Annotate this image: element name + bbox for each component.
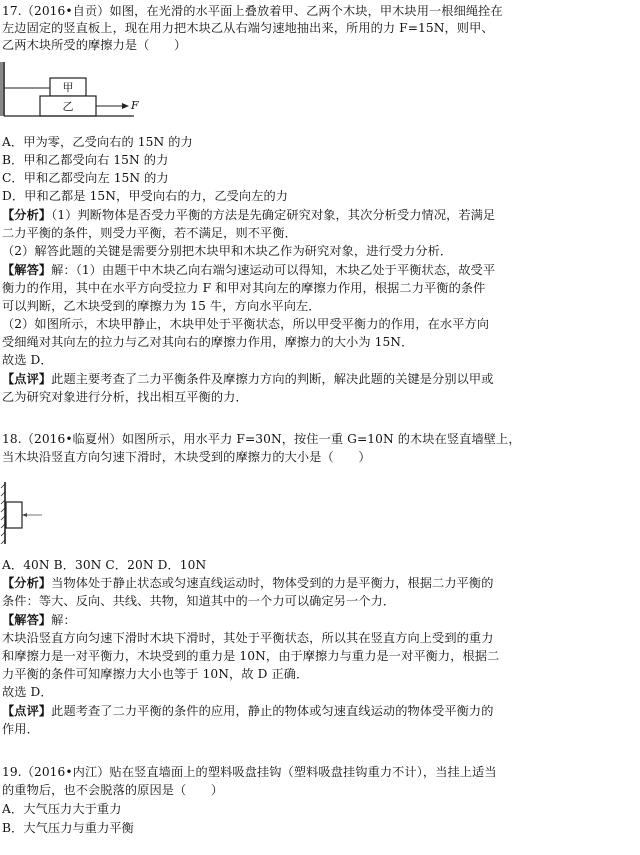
q17-stem-line-2: 左边固定的竖直板上，现在用力把木块乙从右端匀速地抽出来，所用的力 F=15N，则甲、 [2,21,494,35]
q18-answer-line-5: 故选 D． [2,685,53,699]
q17-analysis-line-2: 二力平衡的条件，则受力平衡，若不满足，则不平衡． [2,226,297,240]
q18-analysis-line-1 [2,575,634,592]
q17-block-yi-label: 乙 [62,100,74,113]
q17-stem-line-3: 乙两木块所受的摩擦力是（ ） [2,38,187,52]
q17-comment-line-1 [2,371,634,388]
q18-options: A．40N B．30N C．20N D．10N [2,558,207,572]
q17-option-b: B．甲和乙都受向右 15N 的力 [2,153,169,167]
q19-option-b: B．大气压力与重力平衡 [2,821,134,835]
q17-answer-line-6: 故选 D． [2,353,53,367]
q17-option-d: D．甲和乙都是 15N，甲受向右的力，乙受向左的力 [2,189,289,203]
q17-answer-line-1 [2,262,634,279]
q18-answer-line-2: 木块沿竖直方向匀速下滑时木块下滑时，其处于平衡状态，所以其在竖直方向上受到的重力 [2,631,494,645]
q18-comment-tag: 【点评】 [2,704,52,718]
q17-analysis-line-1 [2,207,634,224]
q18-answer-line-4: 力平衡的条件可知摩擦力大小也等于 10N，故 D 正确． [2,667,309,681]
q19-stem-line-1: 19.（2016•内江）贴在竖直墙面上的塑料吸盘挂钩（塑料吸盘挂钩重力不计），当挂上适当 [2,765,497,779]
q17-analysis-tag: 【分析】 [2,208,52,222]
q18-comment-line-1 [2,703,634,720]
q17-option-a: A．甲为零，乙受向右的 15N 的力 [2,135,193,149]
q17-answer-line-3: 可以判断，乙木块受到的摩擦力为 15 牛，方向水平向左． [2,299,321,313]
q17-option-c: C．甲和乙都受向左 15N 的力 [2,171,169,185]
q18-figure [0,478,60,548]
q17-comment-line-2: 乙为研究对象进行分析，找出相互平衡的力． [2,390,248,404]
q18-answer-line-1 [2,612,634,629]
q17-comment-tag: 【点评】 [2,372,52,386]
q17-figure [0,58,150,120]
q17-force-label: F [131,99,139,112]
q17-answer-line-5: 受细绳对其向左的拉力与乙对其向右的摩擦力作用，摩擦力的大小为 15N． [2,335,414,349]
q18-stem-line-1: 18.（2016•临夏州）如图所示，用水平力 F=30N，按住一重 G=10N 的木块在竖直墙壁上， [2,432,521,446]
q18-answer-line-3: 和摩擦力是一对平衡力，木块受到的重力是 10N，由于摩擦力与重力是一对平衡力，根据二 [2,649,500,663]
q17-answer-tag: 【解答】 [2,263,52,277]
q17-analysis-line-3: （2）解答此题的关键是需要分别把木块甲和木块乙作为研究对象，进行受力分析． [2,244,453,258]
q18-analysis-line-2: 条件：等大、反向、共线、共物，知道其中的一个力可以确定另一个力． [2,594,396,608]
q18-stem-line-2: 当木块沿竖直方向匀速下滑时，木块受到的摩擦力的大小是（ ） [2,450,371,464]
q17-answer-line-4: （2）如图所示，木块甲静止，木块甲处于平衡状态，所以甲受平衡力的作用，在水平方向 [2,317,490,331]
q17-comment-text-1: 此题主要考查了二力平衡条件及摩擦力方向的判断，解决此题的关键是分别以甲或 [51,372,494,386]
q17-answer-line-2: 衡力的作用，其中在水平方向受拉力 F 和甲对其向左的摩擦力作用，根据二力平衡的条件 [2,281,486,295]
q18-answer-first: 解： [51,613,76,627]
q18-analysis-tag: 【分析】 [2,576,52,590]
q17-answer-text-1: 解：（1）由题干中木块乙向右端匀速运动可以得知，木块乙处于平衡状态，故受平 [51,263,496,277]
q18-block [6,502,22,528]
q19-option-a: A．大气压力大于重力 [2,802,122,816]
q18-analysis-text-1: 当物体处于静止状态或匀速直线运动时，物体受到的力是平衡力，根据二力平衡的 [51,576,494,590]
q18-comment-line-2: 作用． [2,722,39,736]
q17-block-jia-label: 甲 [62,81,74,94]
q17-stem-line-1: 17.（2016•自贡）如图，在光滑的水平面上叠放着甲、乙两个木块，甲木块用一根细绳拴在 [2,4,503,18]
q18-comment-text-1: 此题考查了二力平衡的条件的应用，静止的物体或匀速直线运动的物体受平衡力的 [51,704,494,718]
q19-stem-line-2: 的重物后，也不会脱落的原因是（ ） [2,783,224,797]
q17-analysis-text-1: （1）判断物体是否受力平衡的方法是先确定研究对象，其次分析受力情况，若满足 [51,208,496,222]
q18-answer-tag: 【解答】 [2,613,52,627]
